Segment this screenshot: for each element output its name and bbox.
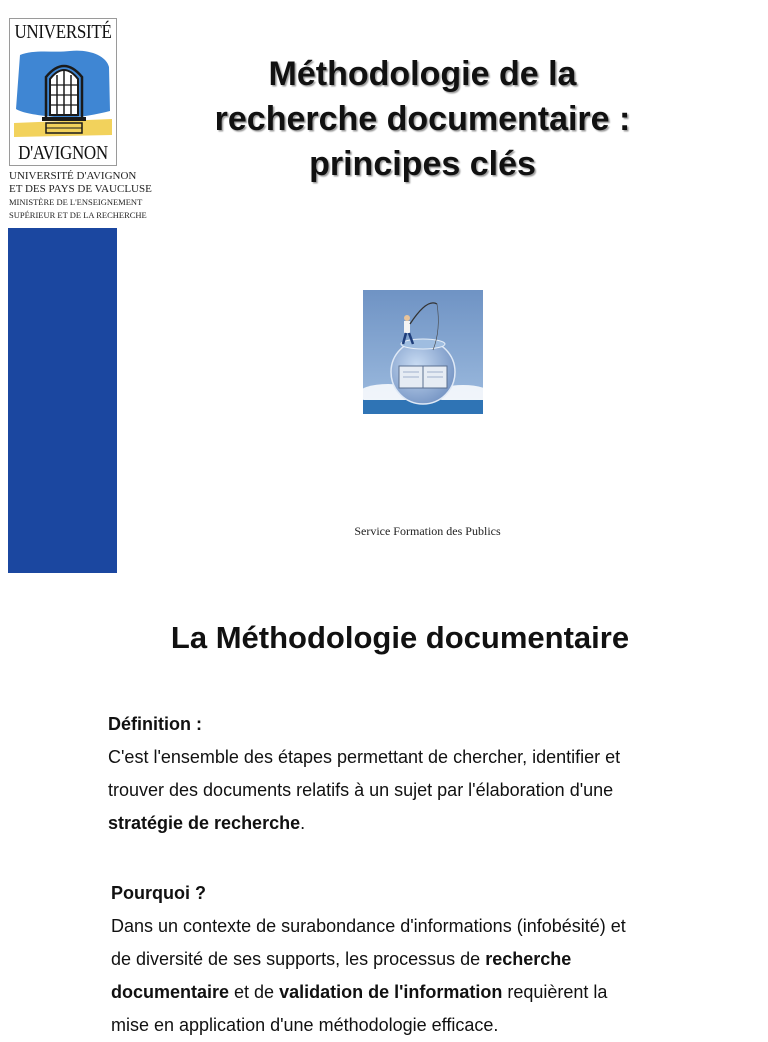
slide-title	[160, 52, 685, 187]
emphasis-text: validation de l'information	[279, 982, 503, 1002]
slide-caption: Service Formation des Publics	[354, 524, 501, 538]
title-line: Méthodologie de la	[268, 55, 577, 93]
title-line: recherche documentaire :	[214, 100, 631, 138]
paragraph-line: Dans un contexte de surabondance d'informations (infobésité) et	[111, 916, 626, 936]
title-line: principes clés	[309, 145, 536, 183]
paragraph-text: .	[300, 813, 306, 833]
university-logo	[9, 18, 117, 166]
fishing-bowl-illustration	[363, 290, 483, 414]
decorative-blue-band	[8, 228, 117, 573]
logo-bottom-text: D'AVIGNON	[18, 141, 108, 164]
paragraph-line	[111, 943, 711, 976]
pourquoi-section	[111, 877, 711, 1042]
paragraph-line: mise en application d'une méthodologie efficace.	[111, 1015, 499, 1035]
definition-section	[108, 708, 708, 840]
affiliation-line: ET DES PAYS DE VAUCLUSE	[9, 183, 152, 195]
affiliation-line: MINISTÈRE DE L'ENSEIGNEMENT	[9, 197, 143, 207]
affiliation-line: SUPÉRIEUR ET DE LA RECHERCHE	[9, 210, 147, 220]
section-heading: Définition :	[108, 714, 202, 734]
paragraph-line	[108, 807, 708, 840]
paragraph-text: requièrent la	[502, 982, 608, 1002]
section-heading: Pourquoi ?	[111, 883, 206, 903]
emphasis-text: stratégie de recherche	[108, 813, 301, 833]
methodology-slide	[0, 590, 768, 1035]
paragraph-text: et de	[229, 982, 280, 1002]
affiliation-line: UNIVERSITÉ D'AVIGNON	[9, 170, 137, 182]
slide-title: La Méthodologie documentaire	[170, 620, 630, 655]
university-affiliation	[9, 170, 152, 222]
emphasis-text: documentaire	[111, 982, 230, 1002]
emphasis-text: recherche	[485, 949, 572, 969]
paragraph-line	[111, 976, 711, 1009]
logo-top-text: UNIVERSITÉ	[14, 20, 112, 43]
logo-door-icon	[14, 49, 112, 141]
paragraph-text: de diversité de ses supports, les processus de	[111, 949, 486, 969]
paragraph-line: C'est l'ensemble des étapes permettant de chercher, identifier et	[108, 747, 621, 767]
paragraph-line: trouver des documents relatifs à un sujet par l'élaboration d'une	[108, 780, 614, 800]
